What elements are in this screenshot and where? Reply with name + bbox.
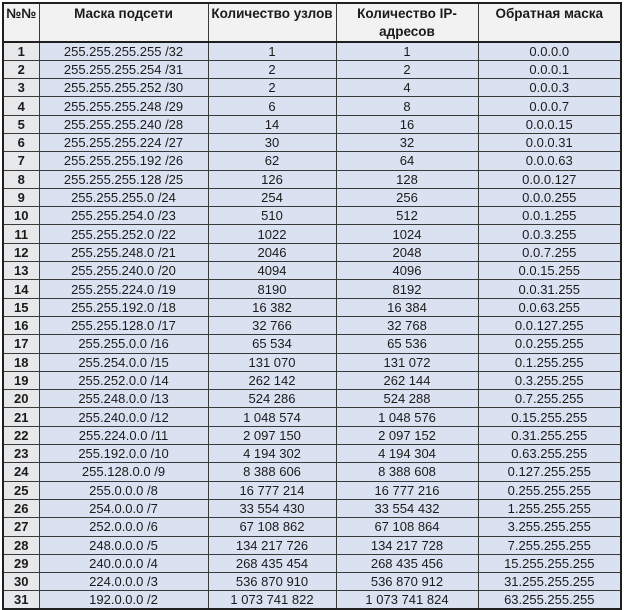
ip-count-cell: 512 [336, 207, 478, 225]
table-row [3, 79, 621, 97]
row-number-cell: 11 [3, 225, 39, 243]
row-number-cell: 12 [3, 243, 39, 261]
subnet-mask-cell: 240.0.0.0 /4 [39, 554, 208, 572]
ip-count-cell: 1 [336, 42, 478, 60]
wildcard-mask-cell: 15.255.255.255 [478, 554, 621, 572]
hosts-count-cell: 6 [208, 97, 336, 115]
ip-count-cell: 131 072 [336, 353, 478, 371]
wildcard-mask-cell: 0.1.255.255 [478, 353, 621, 371]
header-hosts-count: Количество узлов [208, 3, 336, 42]
header-wildcard-mask: Обратная маска [478, 3, 621, 42]
wildcard-mask-cell: 0.0.0.63 [478, 152, 621, 170]
wildcard-mask-cell: 0.0.0.31 [478, 133, 621, 151]
table-row [3, 554, 621, 572]
row-number-cell: 31 [3, 591, 39, 609]
table-row [3, 573, 621, 591]
hosts-count-cell: 8190 [208, 280, 336, 298]
subnet-mask-cell: 255.255.255.240 /28 [39, 115, 208, 133]
subnet-mask-cell: 255.255.192.0 /18 [39, 298, 208, 316]
hosts-count-cell: 62 [208, 152, 336, 170]
wildcard-mask-cell: 0.31.255.255 [478, 426, 621, 444]
table-row [3, 262, 621, 280]
table-row [3, 316, 621, 334]
ip-count-cell: 4 [336, 79, 478, 97]
table-row [3, 371, 621, 389]
table-row [3, 463, 621, 481]
row-number-cell: 10 [3, 207, 39, 225]
table-row [3, 353, 621, 371]
table-row [3, 390, 621, 408]
wildcard-mask-cell: 0.15.255.255 [478, 408, 621, 426]
table-row [3, 207, 621, 225]
row-number-cell: 1 [3, 42, 39, 60]
hosts-count-cell: 254 [208, 188, 336, 206]
subnet-mask-cell: 255.254.0.0 /15 [39, 353, 208, 371]
ip-count-cell: 32 768 [336, 316, 478, 334]
header-row [3, 3, 621, 42]
table-row [3, 335, 621, 353]
row-number-cell: 9 [3, 188, 39, 206]
hosts-count-cell: 268 435 454 [208, 554, 336, 572]
row-number-cell: 24 [3, 463, 39, 481]
table-row [3, 97, 621, 115]
subnet-mask-cell: 254.0.0.0 /7 [39, 499, 208, 517]
table-row [3, 243, 621, 261]
wildcard-mask-cell: 0.0.0.7 [478, 97, 621, 115]
row-number-cell: 3 [3, 79, 39, 97]
hosts-count-cell: 4 194 302 [208, 445, 336, 463]
hosts-count-cell: 14 [208, 115, 336, 133]
table-row [3, 60, 621, 78]
subnet-mask-cell: 255.255.254.0 /23 [39, 207, 208, 225]
hosts-count-cell: 2 [208, 79, 336, 97]
header-subnet-mask: Маска подсети [39, 3, 208, 42]
wildcard-mask-cell: 3.255.255.255 [478, 518, 621, 536]
wildcard-mask-cell: 0.7.255.255 [478, 390, 621, 408]
hosts-count-cell: 1 048 574 [208, 408, 336, 426]
hosts-count-cell: 1 073 741 822 [208, 591, 336, 609]
row-number-cell: 2 [3, 60, 39, 78]
row-number-cell: 7 [3, 152, 39, 170]
subnet-mask-cell: 255.255.255.128 /25 [39, 170, 208, 188]
table-row [3, 115, 621, 133]
subnet-mask-cell: 255.255.255.255 /32 [39, 42, 208, 60]
table-row [3, 445, 621, 463]
hosts-count-cell: 16 382 [208, 298, 336, 316]
hosts-count-cell: 16 777 214 [208, 481, 336, 499]
subnet-mask-cell: 255.128.0.0 /9 [39, 463, 208, 481]
row-number-cell: 25 [3, 481, 39, 499]
row-number-cell: 16 [3, 316, 39, 334]
wildcard-mask-cell: 0.0.255.255 [478, 335, 621, 353]
subnet-mask-cell: 255.255.224.0 /19 [39, 280, 208, 298]
ip-count-cell: 8 [336, 97, 478, 115]
ip-count-cell: 67 108 864 [336, 518, 478, 536]
subnet-mask-cell: 224.0.0.0 /3 [39, 573, 208, 591]
hosts-count-cell: 4094 [208, 262, 336, 280]
subnet-mask-cell: 255.255.128.0 /17 [39, 316, 208, 334]
ip-count-cell: 2 097 152 [336, 426, 478, 444]
wildcard-mask-cell: 0.0.15.255 [478, 262, 621, 280]
wildcard-mask-cell: 0.3.255.255 [478, 371, 621, 389]
row-number-cell: 20 [3, 390, 39, 408]
table-row [3, 152, 621, 170]
subnet-mask-cell: 255.255.240.0 /20 [39, 262, 208, 280]
wildcard-mask-cell: 0.63.255.255 [478, 445, 621, 463]
ip-count-cell: 33 554 432 [336, 499, 478, 517]
ip-count-cell: 1024 [336, 225, 478, 243]
ip-count-cell: 8 388 608 [336, 463, 478, 481]
table-row [3, 591, 621, 609]
subnet-mask-cell: 192.0.0.0 /2 [39, 591, 208, 609]
ip-count-cell: 134 217 728 [336, 536, 478, 554]
ip-count-cell: 256 [336, 188, 478, 206]
wildcard-mask-cell: 0.0.1.255 [478, 207, 621, 225]
table-row [3, 499, 621, 517]
table-row [3, 408, 621, 426]
table-body [3, 42, 621, 609]
wildcard-mask-cell: 0.0.0.255 [478, 188, 621, 206]
subnet-mask-cell: 255.224.0.0 /11 [39, 426, 208, 444]
subnet-mask-cell: 255.255.255.254 /31 [39, 60, 208, 78]
row-number-cell: 8 [3, 170, 39, 188]
row-number-cell: 13 [3, 262, 39, 280]
ip-count-cell: 8192 [336, 280, 478, 298]
header-row-number: №№ [3, 3, 39, 42]
row-number-cell: 18 [3, 353, 39, 371]
wildcard-mask-cell: 63.255.255.255 [478, 591, 621, 609]
hosts-count-cell: 510 [208, 207, 336, 225]
subnet-mask-cell: 248.0.0.0 /5 [39, 536, 208, 554]
row-number-cell: 17 [3, 335, 39, 353]
wildcard-mask-cell: 0.0.0.0 [478, 42, 621, 60]
ip-count-cell: 4096 [336, 262, 478, 280]
ip-count-cell: 64 [336, 152, 478, 170]
wildcard-mask-cell: 0.0.0.127 [478, 170, 621, 188]
hosts-count-cell: 126 [208, 170, 336, 188]
subnet-mask-cell: 255.240.0.0 /12 [39, 408, 208, 426]
wildcard-mask-cell: 0.0.3.255 [478, 225, 621, 243]
row-number-cell: 19 [3, 371, 39, 389]
wildcard-mask-cell: 31.255.255.255 [478, 573, 621, 591]
subnet-mask-cell: 255.0.0.0 /8 [39, 481, 208, 499]
table-row [3, 426, 621, 444]
subnet-mask-cell: 255.255.255.0 /24 [39, 188, 208, 206]
ip-count-cell: 16 777 216 [336, 481, 478, 499]
ip-count-cell: 524 288 [336, 390, 478, 408]
subnet-mask-cell: 255.255.248.0 /21 [39, 243, 208, 261]
ip-count-cell: 2048 [336, 243, 478, 261]
hosts-count-cell: 67 108 862 [208, 518, 336, 536]
hosts-count-cell: 131 070 [208, 353, 336, 371]
hosts-count-cell: 33 554 430 [208, 499, 336, 517]
ip-count-cell: 268 435 456 [336, 554, 478, 572]
wildcard-mask-cell: 7.255.255.255 [478, 536, 621, 554]
row-number-cell: 4 [3, 97, 39, 115]
row-number-cell: 15 [3, 298, 39, 316]
table-row [3, 481, 621, 499]
subnet-mask-table [2, 2, 622, 610]
row-number-cell: 29 [3, 554, 39, 572]
subnet-mask-cell: 255.255.255.248 /29 [39, 97, 208, 115]
ip-count-cell: 16 384 [336, 298, 478, 316]
hosts-count-cell: 262 142 [208, 371, 336, 389]
hosts-count-cell: 1022 [208, 225, 336, 243]
subnet-mask-cell: 255.255.255.252 /30 [39, 79, 208, 97]
subnet-mask-cell: 255.255.252.0 /22 [39, 225, 208, 243]
row-number-cell: 30 [3, 573, 39, 591]
row-number-cell: 21 [3, 408, 39, 426]
ip-count-cell: 32 [336, 133, 478, 151]
subnet-mask-cell: 252.0.0.0 /6 [39, 518, 208, 536]
wildcard-mask-cell: 0.0.7.255 [478, 243, 621, 261]
hosts-count-cell: 524 286 [208, 390, 336, 408]
wildcard-mask-cell: 0.127.255.255 [478, 463, 621, 481]
ip-count-cell: 2 [336, 60, 478, 78]
wildcard-mask-cell: 0.0.127.255 [478, 316, 621, 334]
table-row [3, 536, 621, 554]
table-row [3, 133, 621, 151]
hosts-count-cell: 2046 [208, 243, 336, 261]
ip-count-cell: 262 144 [336, 371, 478, 389]
table-row [3, 42, 621, 60]
hosts-count-cell: 30 [208, 133, 336, 151]
ip-count-cell: 16 [336, 115, 478, 133]
subnet-mask-cell: 255.255.255.224 /27 [39, 133, 208, 151]
row-number-cell: 26 [3, 499, 39, 517]
subnet-mask-cell: 255.255.0.0 /16 [39, 335, 208, 353]
hosts-count-cell: 8 388 606 [208, 463, 336, 481]
table-row [3, 518, 621, 536]
hosts-count-cell: 536 870 910 [208, 573, 336, 591]
row-number-cell: 28 [3, 536, 39, 554]
wildcard-mask-cell: 0.0.0.3 [478, 79, 621, 97]
row-number-cell: 27 [3, 518, 39, 536]
ip-count-cell: 4 194 304 [336, 445, 478, 463]
wildcard-mask-cell: 1.255.255.255 [478, 499, 621, 517]
row-number-cell: 5 [3, 115, 39, 133]
row-number-cell: 6 [3, 133, 39, 151]
table-row [3, 298, 621, 316]
wildcard-mask-cell: 0.255.255.255 [478, 481, 621, 499]
header-ip-count: Количество IP-адресов [336, 3, 478, 42]
ip-count-cell: 65 536 [336, 335, 478, 353]
hosts-count-cell: 65 534 [208, 335, 336, 353]
wildcard-mask-cell: 0.0.63.255 [478, 298, 621, 316]
hosts-count-cell: 2 097 150 [208, 426, 336, 444]
subnet-mask-cell: 255.192.0.0 /10 [39, 445, 208, 463]
hosts-count-cell: 32 766 [208, 316, 336, 334]
table-row [3, 225, 621, 243]
ip-count-cell: 1 073 741 824 [336, 591, 478, 609]
ip-count-cell: 1 048 576 [336, 408, 478, 426]
row-number-cell: 22 [3, 426, 39, 444]
hosts-count-cell: 134 217 726 [208, 536, 336, 554]
subnet-mask-cell: 255.248.0.0 /13 [39, 390, 208, 408]
subnet-mask-cell: 255.252.0.0 /14 [39, 371, 208, 389]
ip-count-cell: 128 [336, 170, 478, 188]
wildcard-mask-cell: 0.0.0.15 [478, 115, 621, 133]
wildcard-mask-cell: 0.0.31.255 [478, 280, 621, 298]
ip-count-cell: 536 870 912 [336, 573, 478, 591]
hosts-count-cell: 2 [208, 60, 336, 78]
subnet-mask-cell: 255.255.255.192 /26 [39, 152, 208, 170]
subnet-table-container [2, 2, 620, 610]
table-row [3, 188, 621, 206]
hosts-count-cell: 1 [208, 42, 336, 60]
row-number-cell: 23 [3, 445, 39, 463]
wildcard-mask-cell: 0.0.0.1 [478, 60, 621, 78]
table-row [3, 280, 621, 298]
row-number-cell: 14 [3, 280, 39, 298]
table-row [3, 170, 621, 188]
